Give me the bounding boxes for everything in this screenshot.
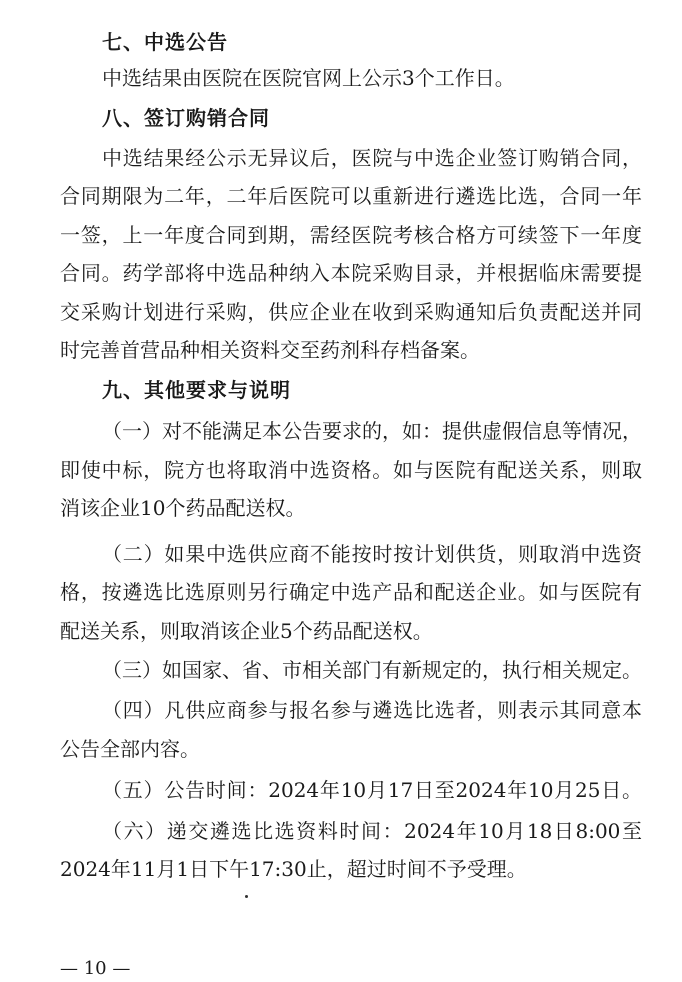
page-number: — 10 — [60, 958, 131, 979]
paragraph-line: 合同期限为二年，二年后医院可以重新进行遴选比选，合同一年 [60, 184, 642, 208]
paragraph-line: （六）递交遴选比选资料时间：2024年10月18日8:00至 [102, 819, 642, 843]
section-heading: 八、签订购销合同 [102, 106, 270, 130]
section-heading: 九、其他要求与说明 [102, 378, 291, 402]
paragraph-line: 时完善首营品种相关资料交至药剂科存档备案。 [60, 338, 480, 362]
section-heading: 七、中选公告 [102, 30, 228, 54]
scan-speck [245, 895, 248, 898]
paragraph-line: 配送关系，则取消该企业5个药品配送权。 [60, 619, 433, 643]
paragraph-line: （一）对不能满足本公告要求的，如：提供虚假信息等情况， [102, 419, 642, 443]
paragraph-line: （五）公告时间：2024年10月17日至2024年10月25日。 [102, 778, 642, 802]
paragraph-line: 消该企业10个药品配送权。 [60, 496, 306, 520]
paragraph-line: 中选结果经公示无异议后，医院与中选企业签订购销合同， [102, 146, 642, 170]
paragraph-line: （四）凡供应商参与报名参与遴选比选者，则表示其同意本 [102, 698, 642, 722]
paragraph-line: （三）如国家、省、市相关部门有新规定的，执行相关规定。 [102, 658, 642, 682]
paragraph-line: 交采购计划进行采购，供应企业在收到采购通知后负责配送并同 [60, 300, 642, 324]
paragraph-line: 即使中标，院方也将取消中选资格。如与医院有配送关系，则取 [60, 458, 642, 482]
paragraph-line: 合同。药学部将中选品种纳入本院采购目录，并根据临床需要提 [60, 261, 642, 285]
paragraph-line: 公告全部内容。 [60, 737, 200, 761]
paragraph-line: （二）如果中选供应商不能按时按计划供货，则取消中选资 [102, 542, 642, 566]
paragraph-line: 一签，上一年度合同到期，需经医院考核合格方可续签下一年度 [60, 223, 642, 247]
paragraph-line: 2024年11月1日下午17:30止，超过时间不予受理。 [60, 857, 527, 881]
paragraph-line: 格，按遴选比选原则另行确定中选产品和配送企业。如与医院有 [60, 580, 642, 604]
paragraph-line: 中选结果由医院在医院官网上公示3个工作日。 [102, 66, 515, 90]
